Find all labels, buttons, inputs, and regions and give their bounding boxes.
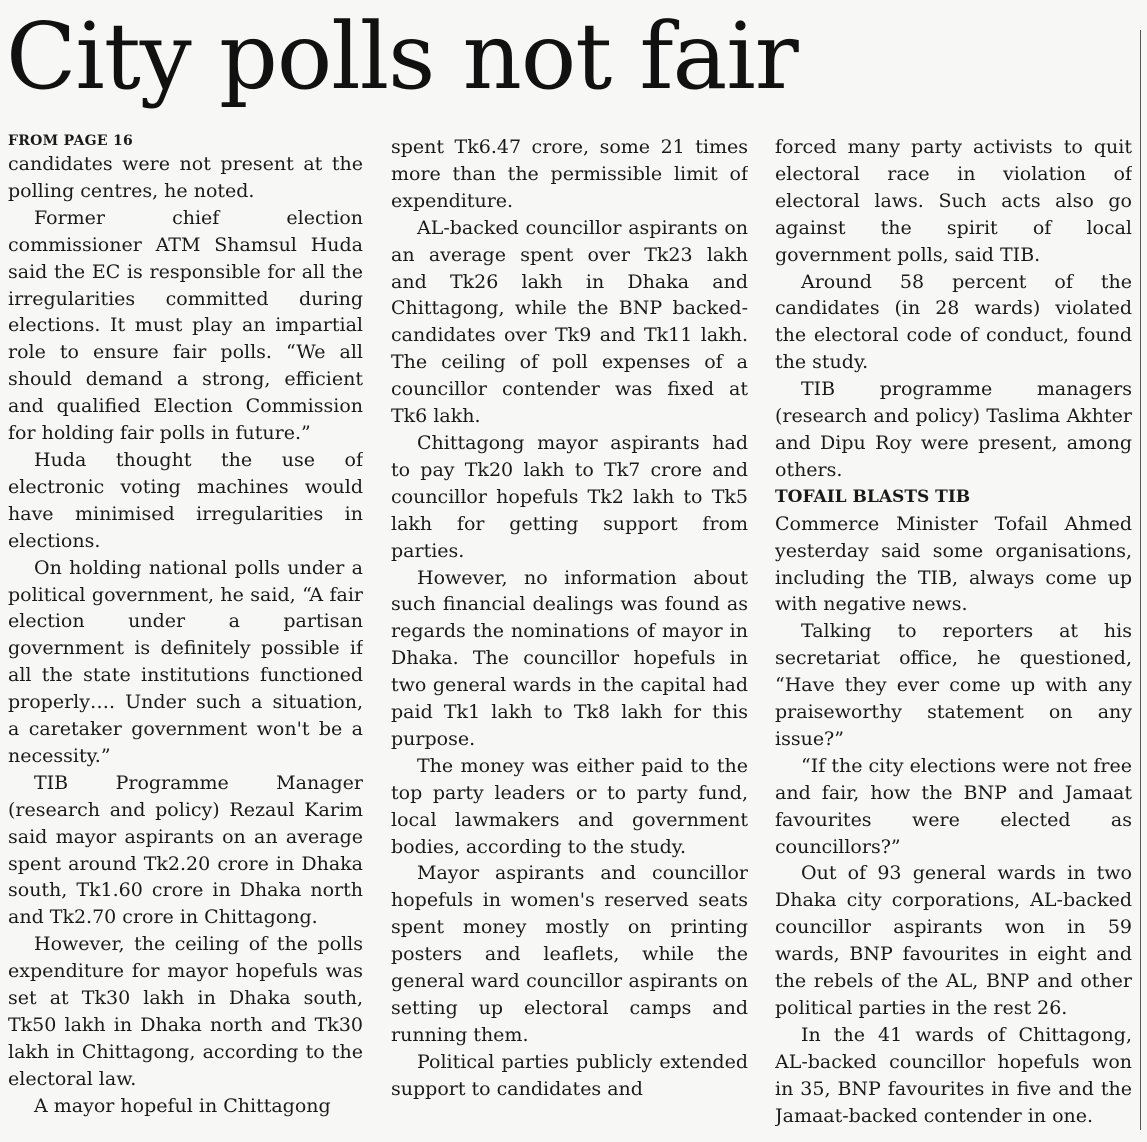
paragraph: TIB Programme Manager (research and policy) Rezaul Karim said mayor aspirants on an average spent around Tk2.20 crore in Dhaka south, Tk1.60 crore in Dhaka north and Tk2.70 crore in Chittagong. [8, 771, 363, 929]
paragraph: Mayor aspirants and councillor hopefuls in women's reserved seats spent money mostly on printing posters and leaflets, while the general ward councillor aspirants on setting up electoral camps and running them. [391, 862, 748, 1046]
column-2 [391, 134, 748, 1139]
paragraph: Commerce Minister Tofail Ahmed yesterday said some organisations, including the TIB, always come up with negative news. [775, 512, 1132, 616]
paragraph: Former chief election commissioner ATM Shamsul Huda said the EC is responsible for all the irregularities committed during elections. It must play an impartial role to ensure fair polls. “We all should demand a strong, efficient and qualified Election Commission for holding fair polls in future.” [8, 206, 363, 445]
paragraph: However, the ceiling of the polls expenditure for mayor hopefuls was set at Tk30 lakh in Dhaka south, Tk50 lakh in Dhaka north and Tk30 lakh in Chittagong, according to the electoral law. [8, 933, 363, 1090]
paragraph: Talking to reporters at his secretariat office, he questioned, “Have they ever come up with any praiseworthy statement on any issue?” [775, 620, 1132, 750]
paragraph: Huda thought the use of electronic voting machines would have minimised irregularities in elections. [8, 448, 363, 552]
column-1 [8, 132, 363, 1137]
paragraph: Around 58 percent of the candidates (in 28 wards) violated the electoral code of conduct, found the study. [775, 270, 1132, 374]
subheading: TOFAIL BLASTS TIB [775, 486, 971, 507]
headline: City polls not fair [6, 3, 798, 110]
paragraph: In the 41 wards of Chittagong, AL-backed councillor hopefuls won in 35, BNP favourites in five and the Jamaat-backed contender in one. [775, 1023, 1132, 1127]
paragraph: TIB programme managers (research and policy) Taslima Akhter and Dipu Roy were present, among others. [775, 378, 1132, 481]
column-3 [775, 134, 1132, 1139]
paragraph: Chittagong mayor aspirants had to pay Tk20 lakh to Tk7 crore and councillor hopefuls Tk2 lakh to Tk5 lakh for getting support from parties. [391, 431, 748, 562]
paragraph: Political parties publicly extended support to candidates and [391, 1050, 748, 1100]
jump-line: FROM PAGE 16 [8, 133, 134, 149]
paragraph: However, no information about such financial dealings was found as regards the nominations of mayor in Dhaka. The councillor hopefuls in two general wards in the capital had paid Tk1 lakh to Tk8 lakh for this purpose. [391, 566, 748, 750]
paragraph: forced many party activists to quit electoral race in violation of electoral laws. Such acts also go against the spirit of local government polls, said TIB. [775, 136, 1132, 266]
paragraph: Out of 93 general wards in two Dhaka city corporations, AL-backed councillor aspirants won in 59 wards, BNP favourites in eight and the rebels of the AL, BNP and other political parties in the rest 26. [775, 862, 1132, 1019]
paragraph: spent Tk6.47 crore, some 21 times more than the permissible limit of expenditure. [391, 136, 748, 212]
paragraph: “If the city elections were not free and fair, how the BNP and Jamaat favourites were elected as councillors?” [775, 754, 1132, 858]
column-rule [1140, 30, 1141, 1130]
paragraph: The money was either paid to the top party leaders or to party fund, local lawmakers and government bodies, according to the study. [391, 754, 748, 858]
paragraph: candidates were not present at the polling centres, he noted. [8, 153, 363, 202]
paragraph: A mayor hopeful in Chittagong [34, 1094, 331, 1117]
paragraph: AL-backed councillor aspirants on an average spent over Tk23 lakh and Tk26 lakh in Dhaka and Chittagong, while the BNP backed-candidates over Tk9 and Tk11 lakh. The ceiling of poll expenses of a councillor contender was fixed at Tk6 lakh. [391, 216, 748, 428]
paragraph: On holding national polls under a political government, he said, “A fair election under a partisan government is definitely possible if all the state institutions functioned properly…. Under such a situation, a caretaker government won't be a necessity.” [8, 556, 363, 767]
